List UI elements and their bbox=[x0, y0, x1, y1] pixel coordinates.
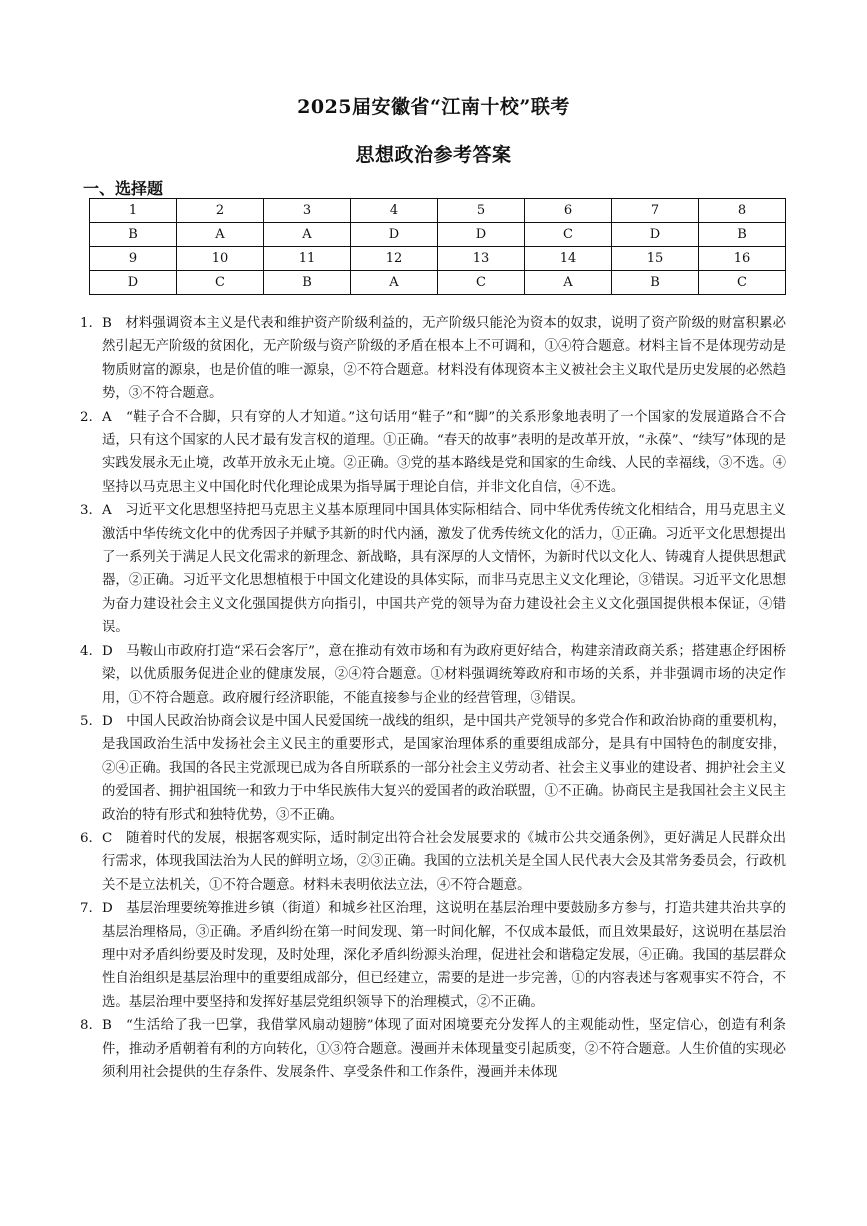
answer-cell: D bbox=[351, 223, 438, 247]
explanation-item bbox=[80, 710, 786, 827]
explanation-item bbox=[80, 897, 786, 1014]
question-number-cell: 11 bbox=[264, 247, 351, 271]
explanation-item bbox=[80, 406, 786, 500]
explanation-text: D 中国人民政治协商会议是中国人民爱国统一战线的组织，是中国共产党领导的多党合作和政治协商的重要机构，是我国政治生活中发扬社会主义民主的重要形式，是国家治理体系的重要组成部分，是具有中国特色的制度安排，②④正确。我国的各民主党派现已成为各自所联系的一部分社会主义劳动者、社会主义事业的建设者、拥护社会主义的爱国者、拥护祖国统一和致力于中华民族伟大复兴的爱国者的政治联盟，①不正确。协商民主是我国社会主义民主政治的特有形式和独特优势，③不正确。 bbox=[102, 713, 786, 823]
answer-row bbox=[90, 271, 786, 295]
explanation-item bbox=[80, 499, 786, 639]
explanation-text: B 材料强调资本主义是代表和维护资产阶级利益的，无产阶级只能沦为资本的奴隶，说明了资产阶级的财富积累必然引起无产阶级的贫困化，无产阶级与资产阶级的矛盾在根本上不可调和，①④符合题意。材料主旨不是体现劳动是物质财富的源泉，也是价值的唯一源泉，②不符合题意。材料没有体现资本主义被社会主义取代是历史发展的必然趋势，③不符合题意。 bbox=[102, 316, 786, 402]
question-number-cell: 16 bbox=[699, 247, 786, 271]
explanation-text: D 马鞍山市政府打造“采石会客厅”，意在推动有效市场和有为政府更好结合，构建亲清政商关系；搭建惠企纾困桥梁，以优质服务促进企业的健康发展，②④符合题意。①材料强调统筹政府和市场的关系，并非强调市场的决定作用，①不符合题意。政府履行经济职能，不能直接参与企业的经营管理，③错误。 bbox=[102, 643, 786, 706]
question-number-cell: 2 bbox=[177, 199, 264, 223]
explanation-number: 3. bbox=[80, 503, 93, 519]
answer-row bbox=[90, 223, 786, 247]
question-number-cell: 15 bbox=[612, 247, 699, 271]
explanation-number: 8. bbox=[80, 1018, 93, 1034]
explanation-item bbox=[80, 1014, 786, 1084]
answer-cell: B bbox=[699, 223, 786, 247]
answer-cell: A bbox=[177, 223, 264, 247]
answer-cell: A bbox=[351, 271, 438, 295]
answer-cell: A bbox=[525, 271, 612, 295]
explanation-number: 7. bbox=[80, 901, 93, 917]
explanation-text: D 基层治理要统筹推进乡镇（街道）和城乡社区治理，这说明在基层治理中要鼓励多方参与，打造共建共治共享的基层治理格局，③正确。矛盾纠纷在第一时间发现、第一时间化解，不仅成本最低，而且效果最好，这说明在基层治理中对矛盾纠纷要及时发现，及时处理，深化矛盾纠纷源头治理，促进社会和谐稳定发展，④正确。我国的基层群众性自治组织是基层治理中的重要组成部分，但已经建立，需要的是进一步完善，①的内容表述与客观事实不符合，不选。基层治理中要坚持和发挥好基层党组织领导下的治理模式，②不正确。 bbox=[102, 901, 786, 1010]
question-number-cell: 3 bbox=[264, 199, 351, 223]
answer-cell: C bbox=[438, 271, 525, 295]
question-number-row bbox=[90, 199, 786, 223]
question-number-cell: 8 bbox=[699, 199, 786, 223]
question-number-cell: 12 bbox=[351, 247, 438, 271]
explanation-item bbox=[80, 827, 786, 897]
answer-cell: A bbox=[264, 223, 351, 247]
answer-cell: B bbox=[612, 271, 699, 295]
section-heading-choice: 一、选择题 bbox=[83, 179, 164, 198]
question-number-cell: 9 bbox=[90, 247, 177, 271]
question-number-cell: 10 bbox=[177, 247, 264, 271]
answer-table bbox=[89, 198, 786, 295]
question-number-cell: 14 bbox=[525, 247, 612, 271]
exam-title: 2025届安徽省“江南十校”联考 bbox=[297, 96, 570, 118]
answer-cell: C bbox=[525, 223, 612, 247]
question-number-cell: 5 bbox=[438, 199, 525, 223]
explanation-item bbox=[80, 312, 786, 406]
answer-cell: D bbox=[90, 271, 177, 295]
answer-cell: B bbox=[264, 271, 351, 295]
subject-subtitle: 思想政治参考答案 bbox=[355, 144, 512, 166]
explanation-text: B “生活给了我一巴掌，我借掌风扇动翅膀”体现了面对困境要充分发挥人的主观能动性，坚定信心，创造有利条件，推动矛盾朝着有利的方向转化，①③符合题意。漫画并未体现量变引起质变，②不符合题意。人生价值的实现必须利用社会提供的生存条件、发展条件、享受条件和工作条件，漫画并未体现 bbox=[102, 1018, 786, 1080]
question-number-cell: 7 bbox=[612, 199, 699, 223]
explanation-item bbox=[80, 640, 786, 710]
explanations bbox=[80, 312, 786, 1084]
explanation-text: A “鞋子合不合脚，只有穿的人才知道。”这句话用“鞋子”和“脚”的关系形象地表明了一个国家的发展道路合不合适，只有这个国家的人民才最有发言权的道理。①正确。“春天的故事”表明的是改革开放，“永葆”、“续写”体现的是实践发展永无止境，改革开放永无止境。②正确。③党的基本路线是党和国家的生命线、人民的幸福线，③不选。④坚持以马克思主义中国化时代化理论成果为指导属于理论自信，并非文化自信，④不选。 bbox=[102, 409, 786, 495]
answer-cell: D bbox=[438, 223, 525, 247]
question-number-cell: 13 bbox=[438, 247, 525, 271]
explanation-number: 5. bbox=[80, 713, 93, 729]
answer-cell: B bbox=[90, 223, 177, 247]
explanation-number: 4. bbox=[80, 643, 93, 659]
answer-cell: C bbox=[177, 271, 264, 295]
question-number-cell: 6 bbox=[525, 199, 612, 223]
answer-cell: D bbox=[612, 223, 699, 247]
question-number-cell: 1 bbox=[90, 199, 177, 223]
question-number-cell: 4 bbox=[351, 199, 438, 223]
question-number-row bbox=[90, 247, 786, 271]
explanation-number: 2. bbox=[80, 409, 93, 425]
explanation-text: C 随着时代的发展，根据客观实际，适时制定出符合社会发展要求的《城市公共交通条例》，更好满足人民群众出行需求，体现我国法治为人民的鲜明立场，②③正确。我国的立法机关是全国人民代表大会及其常务委员会，行政机关不是立法机关，①不符合题意。材料未表明依法立法，④不符合题意。 bbox=[102, 830, 786, 893]
explanation-number: 6. bbox=[80, 830, 93, 846]
explanation-text: A 习近平文化思想坚持把马克思主义基本原理同中国具体实际相结合、同中华优秀传统文化相结合，用马克思主义激活中华传统文化中的优秀因子并赋予其新的时代内涵，激发了优秀传统文化的活力，①正确。习近平文化思想提出了一系列关于满足人民文化需求的新理念、新战略，具有深厚的人文情怀，为新时代以文化人、铸魂育人提供思想武器，②正确。习近平文化思想植根于中国文化建设的具体实际，而非马克思主义文化理论，③错误。习近平文化思想为奋力建设社会主义文化强国提供方向指引，中国共产党的领导为奋力建设社会主义文化强国提供根本保证，④错误。 bbox=[102, 503, 786, 636]
explanation-number: 1. bbox=[80, 316, 93, 331]
answer-cell: C bbox=[699, 271, 786, 295]
